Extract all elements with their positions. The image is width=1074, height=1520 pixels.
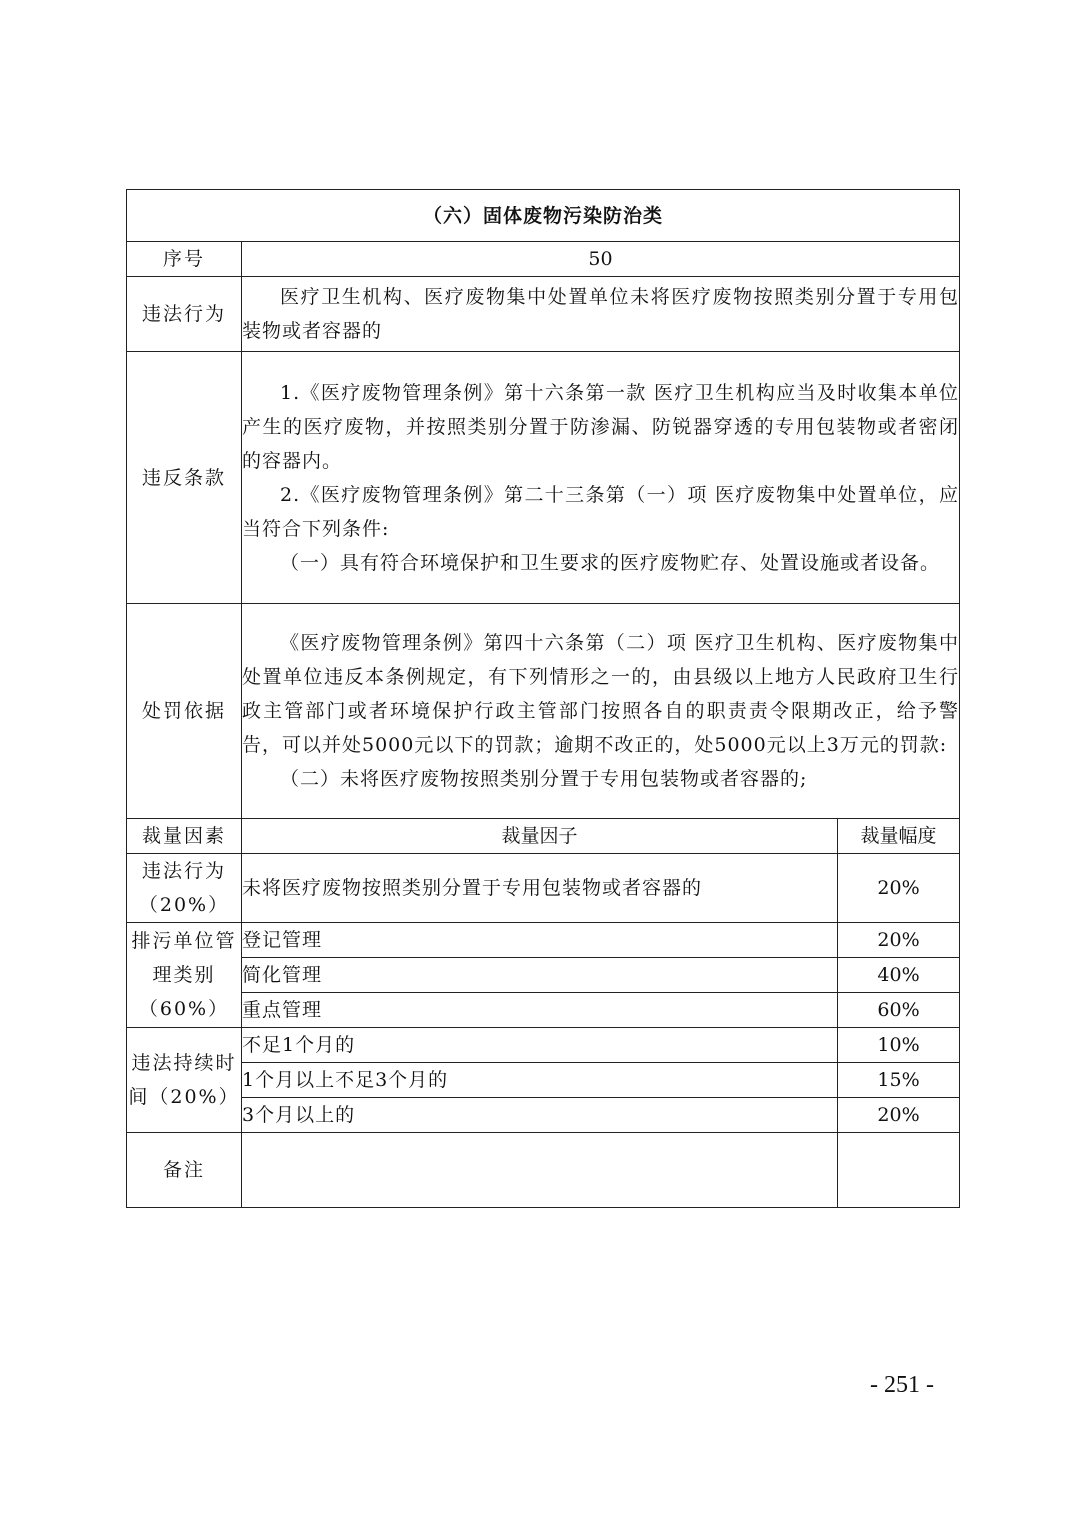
range-cell: 15% — [838, 1063, 960, 1098]
factor-cell: 重点管理 — [242, 993, 838, 1028]
range-cell: 20% — [838, 854, 960, 923]
discretion-subfactor-header: 裁量因子 — [242, 819, 838, 854]
table-title: （六）固体废物污染防治类 — [127, 190, 960, 242]
remarks-factor — [242, 1133, 838, 1208]
clauses-text — [242, 352, 960, 604]
factor-cell: 简化管理 — [242, 958, 838, 993]
discretion-range-header: 裁量幅度 — [838, 819, 960, 854]
penalty-paragraph: 《医疗废物管理条例》第四十六条第（二）项 医疗卫生机构、医疗废物集中处置单位违反本条例规定，有下列情形之一的，由县级以上地方人民政府卫生行政主管部门或者环境保护行政主管部门按照各自的职责责令限期改正，给予警告，可以并处5000元以下的罚款；逾期不改正的，处5000元以上3万元的罚款: — [242, 632, 960, 756]
remarks-label: 备注 — [127, 1133, 242, 1208]
remarks-range — [838, 1133, 960, 1208]
factor-cell: 未将医疗废物按照类别分置于专用包装物或者容器的 — [242, 854, 838, 923]
penalty-table — [126, 189, 960, 1208]
violation-label: 违法行为 — [127, 277, 242, 352]
factor-cell: 登记管理 — [242, 923, 838, 958]
violation-text: 医疗卫生机构、医疗废物集中处置单位未将医疗废物按照类别分置于专用包装物或者容器的 — [242, 277, 960, 352]
clause-paragraph: （一）具有符合环境保护和卫生要求的医疗废物贮存、处置设施或者设备。 — [280, 551, 941, 574]
penalty-paragraph: （二）未将医疗废物按照类别分置于专用包装物或者容器的; — [280, 768, 808, 790]
penalty-text — [242, 604, 960, 819]
page-number: - 251 - — [870, 1372, 934, 1398]
group-label-duration: 违法持续时间（20%） — [127, 1028, 242, 1133]
serial-label: 序号 — [127, 242, 242, 277]
factor-cell: 不足1个月的 — [242, 1028, 838, 1063]
clause-paragraph: 1.《医疗废物管理条例》第十六条第一款 医疗卫生机构应当及时收集本单位产生的医疗废物，并按照类别分置于防渗漏、防锐器穿透的专用包装物或者密闭的容器内。 — [242, 381, 960, 472]
range-cell: 40% — [838, 958, 960, 993]
group-label-violation: 违法行为（20%） — [127, 854, 242, 923]
factor-cell: 1个月以上不足3个月的 — [242, 1063, 838, 1098]
range-cell: 20% — [838, 923, 960, 958]
discretion-factor-header: 裁量因素 — [127, 819, 242, 854]
serial-value: 50 — [242, 242, 960, 277]
range-cell: 60% — [838, 993, 960, 1028]
range-cell: 10% — [838, 1028, 960, 1063]
clause-paragraph: 2.《医疗废物管理条例》第二十三条第（一）项 医疗废物集中处置单位，应当符合下列条件: — [242, 483, 960, 540]
penalty-label: 处罚依据 — [127, 604, 242, 819]
group-label-management: 排污单位管理类别（60%） — [127, 923, 242, 1028]
range-cell: 20% — [838, 1098, 960, 1133]
clauses-label: 违反条款 — [127, 352, 242, 604]
factor-cell: 3个月以上的 — [242, 1098, 838, 1133]
